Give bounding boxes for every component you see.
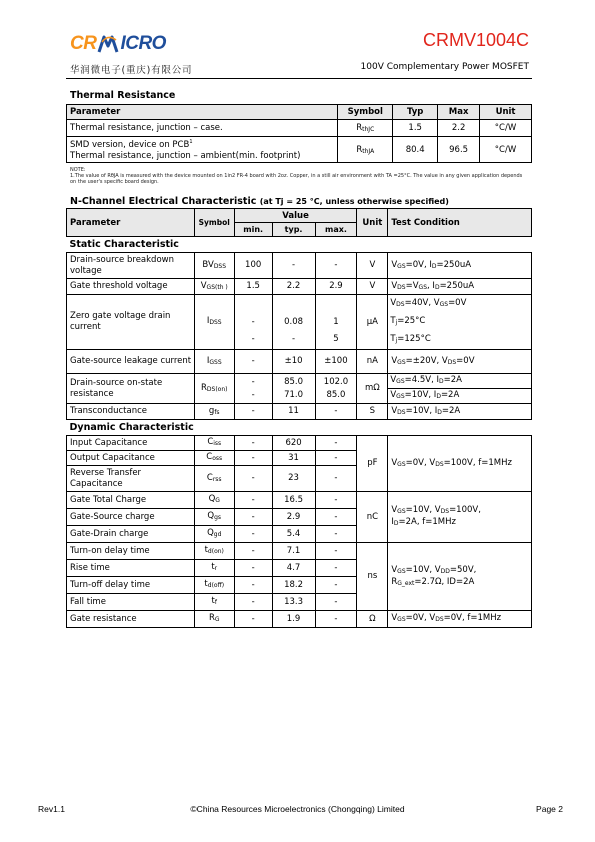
cond-text: V (391, 405, 398, 416)
doc-subtitle: 100V Complementary Power MOSFET (360, 62, 529, 72)
cond-line (391, 505, 531, 517)
symbol-text: C (207, 437, 214, 447)
min-value: - (251, 389, 255, 400)
condition-cell (388, 279, 532, 295)
cond-text: =10V, V (405, 564, 441, 575)
dynamic-title: Dynamic Characteristic (67, 420, 532, 436)
min-cell: - (234, 436, 272, 451)
symbol-text: BV (202, 259, 214, 270)
nchannel-title-text: N-Channel Electrical Characteristic (70, 196, 257, 207)
param-cell: Rise time (67, 560, 195, 577)
nchannel-condition: (at Tj = 25 °C, unless otherwise specified) (259, 197, 449, 206)
table-row (67, 492, 532, 509)
max-cell: - (315, 451, 357, 466)
symbol-sub: fs (214, 408, 220, 416)
cond-text: V (390, 390, 397, 400)
nchannel-title (70, 196, 449, 207)
cond-sub: GS (396, 378, 405, 385)
cond-text: V (391, 355, 398, 366)
cond-text: =2.7Ω, ID=2A (414, 576, 475, 587)
cond-sub: j (395, 337, 398, 344)
max-cell: - (315, 560, 357, 577)
cond-text: =100V, f=1MHz (443, 457, 512, 468)
param-cell: Drain-source on-state resistance (67, 374, 195, 404)
min-cell: - (234, 526, 272, 543)
condition-cell (388, 350, 532, 374)
cond-sub: GS (397, 262, 406, 270)
cond-text: =50V, (449, 564, 477, 575)
cond-sub: j (395, 319, 398, 326)
condition-cell (388, 374, 532, 404)
param-cell: Gate-Source charge (67, 509, 195, 526)
header-divider (66, 78, 532, 79)
typ-value: - (292, 333, 296, 344)
max-cell: 2.2 (438, 120, 480, 137)
min-cell: - (234, 594, 272, 611)
table-row (67, 404, 532, 420)
table-row (67, 295, 532, 350)
cond-sub: GS (397, 508, 406, 515)
th-min: min. (234, 223, 272, 237)
cond-line (388, 374, 531, 389)
note-text: 1.The value of RθJA is measured with the device mounted on 1in2 FR-4 board with 2oz. Copper, in a still air environment with TA =25°C. The value in any given application depends on the user's specific board design. (70, 173, 523, 185)
symbol-sub: f (214, 599, 217, 606)
th-max: max. (315, 223, 357, 237)
th-unit: Unit (357, 209, 388, 237)
min-value: - (251, 333, 255, 344)
unit-cell: S (357, 404, 388, 420)
cond-text: =0V, f=1MHz (443, 613, 502, 623)
param-cell: Reverse Transfer Capacitance (67, 466, 195, 492)
typ-cell: 16.5 (272, 492, 315, 509)
cond-text: T (390, 316, 396, 326)
cond-text: =V (405, 280, 419, 291)
typ-cell: 18.2 (272, 577, 315, 594)
symbol-cell (194, 295, 234, 350)
min-value: - (251, 376, 255, 387)
unit-cell: nC (357, 492, 388, 543)
symbol-text: R (356, 144, 363, 155)
param-cell: Thermal resistance, junction – case. (67, 120, 338, 137)
typ-cell: 11 (272, 404, 315, 420)
cond-sub: GS (418, 283, 428, 291)
th-unit: Unit (480, 105, 532, 120)
symbol-cell (194, 253, 234, 279)
typ-cell: 4.7 (272, 560, 315, 577)
condition-cell (388, 492, 532, 543)
symbol-sub: G (215, 497, 220, 504)
param-cell: Gate threshold voltage (67, 279, 195, 295)
param-cell: Turn-off delay time (67, 577, 195, 594)
typ-cell: 5.4 (272, 526, 315, 543)
symbol-cell (194, 543, 234, 560)
cond-text: V (391, 564, 398, 575)
param-cell: Input Capacitance (67, 436, 195, 451)
typ-cell: 31 (272, 451, 315, 466)
table-row (67, 279, 532, 295)
cond-line (388, 295, 531, 313)
cond-text: =0V, I (405, 259, 432, 270)
cond-text: =0V, V (405, 613, 436, 623)
max-cell: 96.5 (438, 137, 480, 163)
thermal-title: Thermal Resistance (70, 90, 176, 101)
cond-sub: DS (435, 460, 444, 468)
symbol-cell (194, 492, 234, 509)
max-cell: - (315, 253, 357, 279)
th-symbol: Symbol (338, 105, 393, 120)
table-row (67, 120, 532, 137)
cond-text: =2A, f=1MHz (398, 517, 456, 527)
typ-cell: 1.5 (393, 120, 438, 137)
logo-text-right: ICRO (120, 33, 166, 54)
param-cell: Drain-source breakdown voltage (67, 253, 195, 279)
unit-cell: pF (357, 436, 388, 492)
cond-sub: GS (397, 567, 406, 575)
symbol-cell (194, 466, 234, 492)
symbol-sub: thJA (362, 147, 375, 155)
th-parameter: Parameter (67, 105, 338, 120)
logo-text-left: CR (70, 33, 97, 54)
param-cell: Gate-source leakage current (67, 350, 195, 374)
unit-cell: V (357, 279, 388, 295)
typ-cell: 2.2 (272, 279, 315, 295)
symbol-text: t (211, 562, 215, 572)
cond-text: V (390, 375, 397, 385)
th-max: Max (438, 105, 480, 120)
cond-text: =100V, (449, 505, 481, 515)
cond-text: T (390, 334, 396, 344)
min-cell: - (234, 543, 272, 560)
param-cell: Fall time (67, 594, 195, 611)
cond-line (388, 313, 531, 331)
min-cell: - (234, 451, 272, 466)
max-cell: - (315, 577, 357, 594)
cond-sub: GS (397, 358, 406, 366)
symbol-cell (194, 451, 234, 466)
unit-cell: Ω (357, 611, 388, 628)
note-title: NOTE: (70, 167, 86, 173)
min-cell: - (234, 611, 272, 628)
typ-cell: 13.3 (272, 594, 315, 611)
symbol-text: Q (207, 511, 215, 521)
cond-sub: DS (447, 358, 457, 366)
cond-text: V (391, 613, 398, 623)
min-cell: - (234, 560, 272, 577)
condition-cell (388, 295, 532, 350)
th-typ: typ. (272, 223, 315, 237)
param-cell: Turn-on delay time (67, 543, 195, 560)
min-cell (234, 295, 272, 350)
part-number: CRMV1004C (422, 30, 529, 50)
cond-text: , I (427, 280, 435, 291)
symbol-sub: d(on) (207, 548, 224, 555)
cond-sub: GS (396, 393, 405, 400)
unit-cell: °C/W (480, 120, 532, 137)
symbol-text: Q (208, 494, 216, 504)
cond-sub: D (439, 378, 444, 385)
max-cell: - (315, 404, 357, 420)
symbol-cell (194, 436, 234, 451)
cond-sub: GS (439, 301, 449, 308)
param-cell: Output Capacitance (67, 451, 195, 466)
cond-text: =40V, V (404, 298, 440, 308)
th-symbol: Symbol (194, 209, 234, 237)
symbol-sub: rss (212, 475, 222, 483)
footer-revision: Rev1.1 (38, 804, 65, 814)
max-cell (315, 295, 357, 350)
param-cell: Zero gate voltage drain current (67, 295, 195, 350)
cond-sub: DS (397, 283, 406, 291)
min-cell: 100 (234, 253, 272, 279)
condition-cell (388, 611, 532, 628)
max-cell: - (315, 594, 357, 611)
symbol-cell (194, 577, 234, 594)
table-row (67, 253, 532, 279)
symbol-sub: iss (213, 440, 222, 447)
symbol-cell (194, 526, 234, 543)
symbol-text: C (206, 452, 213, 462)
max-cell: - (315, 436, 357, 451)
cond-sub: DS (440, 508, 450, 515)
cond-text: =10V, I (405, 405, 438, 416)
typ-cell: 7.1 (272, 543, 315, 560)
symbol-text: R (356, 123, 363, 133)
param-line-2: Thermal resistance, junction – ambient(min. footprint) (70, 150, 301, 161)
symbol-text: V (200, 280, 207, 291)
max-value: 1 (333, 316, 339, 327)
symbol-sub: gs (214, 514, 222, 521)
symbol-sub: d(off) (207, 582, 225, 589)
symbol-text: I (206, 355, 210, 366)
company-logo (70, 33, 166, 55)
min-cell: - (234, 492, 272, 509)
min-cell (234, 374, 272, 404)
cond-text: =±20V, V (405, 355, 448, 366)
typ-cell (272, 295, 315, 350)
max-value: 102.0 (323, 376, 349, 387)
cond-line (391, 577, 531, 589)
cond-sub: DS (396, 301, 405, 308)
min-cell: - (234, 350, 272, 374)
cond-text: =2A (443, 375, 462, 385)
param-cell (67, 137, 338, 163)
typ-cell: 1.9 (272, 611, 315, 628)
cond-text: R (391, 576, 398, 587)
unit-cell: V (357, 253, 388, 279)
max-cell: - (315, 492, 357, 509)
cond-line (388, 331, 531, 349)
symbol-text: g (208, 405, 215, 416)
footer-copyright: ©China Resources Microelectronics (Chongqing) Limited (190, 804, 405, 814)
cond-sub: D (393, 520, 399, 527)
max-cell (315, 374, 357, 404)
cond-text: =10V, V (405, 505, 441, 515)
typ-value: 0.08 (284, 316, 304, 327)
symbol-cell (194, 350, 234, 374)
symbol-sub: DSS (209, 319, 222, 326)
max-cell: ±100 (315, 350, 357, 374)
typ-cell: 80.4 (393, 137, 438, 163)
unit-cell: μA (357, 295, 388, 350)
static-title: Static Characteristic (67, 237, 532, 253)
table-row (67, 436, 532, 451)
symbol-text: t (211, 596, 215, 606)
max-value: 85.0 (326, 389, 346, 400)
min-cell: 1.5 (234, 279, 272, 295)
cond-line (388, 389, 531, 403)
cond-sub: D (434, 283, 440, 291)
param-line-1: SMD version, device on PCB (70, 139, 190, 150)
min-cell: - (234, 509, 272, 526)
th-typ: Typ (393, 105, 438, 120)
symbol-cell (194, 279, 234, 295)
thermal-header-row (67, 105, 532, 120)
table-row (67, 374, 532, 404)
symbol-cell (338, 120, 393, 137)
cond-sub: G_ext (397, 579, 415, 587)
typ-value: 85.0 (284, 376, 304, 387)
typ-cell: 23 (272, 466, 315, 492)
max-cell: - (315, 466, 357, 492)
symbol-sub: thJC (362, 126, 375, 133)
param-cell: Gate Total Charge (67, 492, 195, 509)
symbol-text: t (204, 545, 208, 555)
cond-text: =250uA (439, 280, 475, 291)
table-row (67, 543, 532, 560)
typ-cell: 2.9 (272, 509, 315, 526)
unit-cell: ns (357, 543, 388, 611)
cond-text: =10V, I (404, 390, 437, 400)
symbol-text: C (206, 472, 213, 483)
cond-text: =0V (456, 355, 475, 366)
cond-sub: D (436, 393, 441, 400)
max-cell: - (315, 509, 357, 526)
cond-line (391, 517, 531, 529)
cond-sub: DD (440, 567, 450, 575)
cond-text: =2A (440, 390, 460, 400)
param-cell: Gate resistance (67, 611, 195, 628)
cond-sub: D (437, 408, 442, 416)
symbol-sub: r (214, 565, 218, 572)
symbol-sub: oss (212, 455, 223, 462)
thermal-note (70, 167, 530, 185)
group-row (67, 237, 532, 253)
cond-sub: D (431, 262, 437, 270)
unit-cell: mΩ (357, 374, 388, 404)
nchannel-table (66, 208, 532, 628)
note-ref: 1 (189, 139, 193, 146)
max-value: 5 (333, 333, 339, 344)
symbol-cell (194, 594, 234, 611)
symbol-sub: DS(on) (206, 385, 228, 393)
min-value: - (251, 316, 255, 327)
cond-text: V (391, 280, 398, 291)
typ-cell: ±10 (272, 350, 315, 374)
symbol-cell (194, 374, 234, 404)
condition-cell (388, 436, 532, 492)
cond-sub: GS (397, 460, 406, 468)
symbol-cell (194, 560, 234, 577)
symbol-text: t (204, 579, 208, 589)
symbol-text: Q (207, 528, 214, 538)
cond-sub: DS (435, 616, 444, 623)
cond-text: V (391, 505, 398, 515)
unit-cell: °C/W (480, 137, 532, 163)
th-value: Value (234, 209, 357, 223)
symbol-sub: gd (213, 531, 222, 538)
cond-sub: DS (397, 408, 406, 416)
max-cell: - (315, 543, 357, 560)
condition-cell (388, 253, 532, 279)
symbol-sub: GS(th ) (206, 283, 228, 291)
table-row (67, 137, 532, 163)
symbol-sub: G (214, 616, 220, 623)
cond-text: V (391, 259, 398, 270)
symbol-text: R (200, 382, 207, 393)
th-parameter: Parameter (67, 209, 195, 237)
symbol-cell (194, 611, 234, 628)
symbol-text: I (206, 316, 210, 326)
min-cell: - (234, 404, 272, 420)
symbol-cell (194, 509, 234, 526)
typ-cell (272, 374, 315, 404)
cond-text: =250uA (436, 259, 472, 270)
table-row (67, 350, 532, 374)
cond-text: =25°C (397, 316, 426, 326)
param-cell: Gate-Drain charge (67, 526, 195, 543)
max-cell: - (315, 611, 357, 628)
cond-text: =2A (441, 405, 461, 416)
max-cell: 2.9 (315, 279, 357, 295)
unit-cell: nA (357, 350, 388, 374)
cond-text: =125°C (397, 334, 431, 344)
th-test-condition: Test Condition (388, 209, 532, 237)
footer-page: Page 2 (536, 804, 563, 814)
thermal-table (66, 104, 532, 163)
symbol-cell (194, 404, 234, 420)
cond-text: V (390, 298, 397, 308)
cond-sub: GS (397, 616, 406, 623)
symbol-text: R (208, 613, 215, 623)
cond-text: I (391, 517, 394, 527)
table-row (67, 611, 532, 628)
cond-text: V (391, 457, 398, 468)
symbol-cell (338, 137, 393, 163)
cond-text: =0V, V (405, 457, 436, 468)
cond-text: =0V (448, 298, 467, 308)
min-cell: - (234, 466, 272, 492)
cond-line (391, 565, 531, 577)
logo-m-icon (97, 34, 119, 54)
typ-value: 71.0 (284, 389, 304, 400)
param-cell: Transconductance (67, 404, 195, 420)
table-header-row (67, 209, 532, 223)
symbol-sub: DSS (213, 262, 227, 270)
group-row (67, 420, 532, 436)
cond-text: =4.5V, I (404, 375, 440, 385)
symbol-sub: GSS (209, 358, 222, 366)
typ-cell: - (272, 253, 315, 279)
company-name-cn: 华润微电子(重庆)有限公司 (70, 65, 193, 76)
max-cell: - (315, 526, 357, 543)
typ-cell: 620 (272, 436, 315, 451)
min-cell: - (234, 577, 272, 594)
condition-cell (388, 543, 532, 611)
condition-cell (388, 404, 532, 420)
